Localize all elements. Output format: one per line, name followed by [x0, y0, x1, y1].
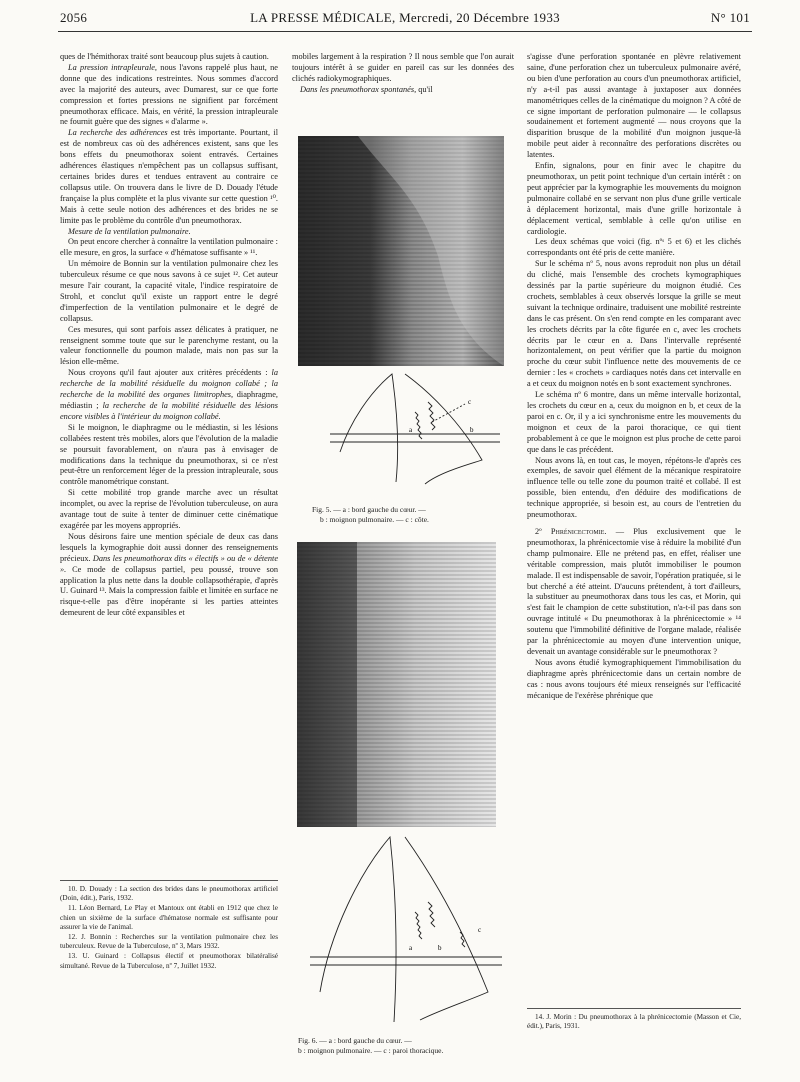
paragraph: Nous avons là, en tout cas, le moyen, répétons-le d'après ces exemples, de savoir quel élément de la mécanique respiratoire influence telle ou telle zone du poumon traité et collabé. Il est possible, bien entendu, d'en déduire des modifications de technique appropriée, si besoin est, au cours de l'entretien du pneumothorax.: [527, 455, 741, 520]
paragraph: mobiles largement à la respiration ? Il nous semble que l'on aurait toujours intérêt à se guider en pareil cas sur les données des clichés radiokymographiques.: [292, 52, 514, 83]
paragraph: Le schéma nº 6 montre, dans un même intervalle horizontal, les crochets du cœur en a, ceux du moignon en b, et ceux de la paroi en c. Or, il y a ici synchronisme entre les mouvements du moignon et ceux de la paroi thoracique, ce qui tient probablement à ce que le moignon est plus proche de cette paroi que dans le cas précédent.: [527, 390, 741, 454]
paragraph-text: Nous désirons faire une mention spéciale de deux cas dans lesquels la kymographie doit aussi donner des renseignements précieux.: [60, 531, 278, 563]
paragraph: [60, 63, 278, 128]
journal-title: LA PRESSE MÉDICALE, Mercredi, 20 Décembre 1933: [250, 10, 560, 25]
column-middle-text: [292, 52, 514, 128]
caption-line: Fig. 5. — a : bord gauche du cœur. —: [312, 505, 426, 514]
issue-number: N° 101: [710, 10, 750, 25]
paragraph-text: est très importante. Pourtant, il est de nombreux cas où des adhérences existent, sans que les bons effets du pneumothorax soient entravés. Certaines adhérences élastiques n'empêchent pas un collapsus suffisant, certaines brides dures et tendues entravent au contraire ce collapsus utile. On trouvera dans le livre de D. Douady l'étude française la plus complète et la plus vivante sur cette question ¹⁰. Mais à cette seule notion des adhérences et des brides ne se limite pas le problème du contrôle d'un pneumothorax.: [60, 128, 278, 225]
header-rule: [58, 31, 752, 32]
footnote-rule: [527, 1008, 741, 1009]
footnote: 10. D. Douady : La section des brides dans le pneumothorax artificiel (Doin, édit.), Paris, 1932.: [60, 885, 278, 903]
paragraph: Les deux schémas que voici (fig. nºˢ 5 et 6) et les clichés correspondants ont été pris de cette manière.: [527, 237, 741, 258]
paragraph-italic: la recherche de la mobilité résiduelle des lésions encore visibles à l'intérieur du moignon collabé.: [60, 401, 278, 421]
paragraph-text: nous l'avons rappelé plus haut, ne donne que des indications restreintes. Nous sommes d'accord avec la majorité des auteurs, avec Dumarest, sur ce que forte compression et fortes pressions ne signifient par forcément pneumothorax efficace. Mais, en vérité, la pression intrapleurale ne fournit guère que des signes « d'alarme ».: [60, 62, 278, 127]
schema-fig6: [310, 832, 502, 1032]
paragraph: Enfin, signalons, pour en finir avec le chapitre du pneumothorax, un petit point technique d'un certain intérêt : on peut apprécier par la kymographie les mouvements du moignon pulmonaire collabé en se servant non plus d'une grille verticale à déplacement horizontal, mais d'une grille horizontale à déplacement vertical, semblable à celle qu'on utilise en cardiologie.: [527, 161, 741, 236]
footnotes-left: [60, 885, 278, 972]
footnote: 11. Léon Bernard, Le Play et Mantoux ont établi en 1912 que chez le chien un sixième de la surface d'hématose normale est suffisante pour assurer la vie de l'animal.: [60, 904, 278, 931]
kymogram-photo-fig5: [298, 136, 504, 366]
caption-line: b : moignon pulmonaire. — c : paroi thoracique.: [298, 1045, 444, 1055]
paragraph-lead: La pression intrapleurale,: [68, 62, 158, 72]
paragraph: s'agisse d'une perforation spontanée en plèvre relativement saine, d'une perforation chez un tuberculeux pulmonaire avéré, ou bien d'une perforation au cours d'un pneumothorax artificiel, n'y a-t-il pas aussi avantage à juxtaposer aux données manométriques celles de la cinématique du moignon ? A côté de ce signe important de perforation pulmonaire — le collapsus soudainement et fortement augmenté — nous croyons que la disparition brusque de la mobilité d'un moignon jusque-là mobile peut aider à reconnaître des perforations discrètes ou latentes.: [527, 52, 741, 160]
section-heading: Mesure de la ventilation pulmonaire.: [68, 226, 191, 236]
paragraph: On peut encore chercher à connaître la ventilation pulmonaire : elle mesure, en gros, la surface « d'hématose suffisante » ¹¹.: [60, 237, 278, 258]
label-b: b: [438, 944, 442, 952]
paragraph: Nous avons étudié kymographiquement l'immobilisation du diaphragme après phrénicectomie dans un certain nombre de cas : nous avons toujours été mieux renseignés sur l'efficacité mécanique de l'exérèse phrénique que: [527, 657, 741, 700]
caption-line: Fig. 6. — a : bord gauche du cœur. —: [298, 1036, 412, 1045]
paragraph-text: — Plus exclusivement que le pneumothorax, la phrénicectomie vise à réduire la mobilité d'un champ pulmonaire. Elle ne prétend pas, en effet, réaliser une véritable compression, mais plutôt immobiliser le poumon malade. Il est indispensable de savoir, l'opération pratiquée, si le but cherché a été atteint. D'aucuns prétendent, à tort d'ailleurs, la substituer au pneumothorax dans tous les cas, et Morin, qui s'est fait le champion de cette substitution, n'a-t-il pas dans son ouvrage intitulé « Du pneumothorax à la phrénicectomie » ¹⁴ soutenu que l'immobilité définitive de l'organe malade, réalisée par la phrénicectomie au moyen d'une intervention unique, devenait un avantage considérable sur le pneumothorax ?: [527, 526, 741, 656]
paragraph: [527, 527, 741, 658]
figure-caption-fig6: [298, 1036, 510, 1055]
paragraph: Un mémoire de Bonnin sur la ventilation pulmonaire chez les tuberculeux résume ce que nous savons à ce sujet ¹². Cet auteur mesure l'air courant, la capacité vitale, l'indice respiratoire de Strohl, et conclut qu'il existe un rapport entre le degré d'imperfection de la ventilation pulmonaire et le degré de collapsus.: [60, 259, 278, 323]
footnote: 12. J. Bonnin : Recherches sur la ventilation pulmonaire chez les tuberculeux. Revue de la Tuberculose, nº 3, Mars 1932.: [60, 933, 278, 951]
paragraph: Si cette mobilité trop grande marche avec un résultat incomplet, ou avec la reprise de l'évolution tuberculeuse, on aura avantage tout de suite à tenter de diminuer cette cinématique exagérée par les moyens appropriés.: [60, 488, 278, 530]
footnote-rule: [60, 880, 278, 881]
footnote: 14. J. Morin : Du pneumothorax à la phrénicectomie (Masson et Cie, édit.), Paris, 1931.: [527, 1013, 741, 1031]
label-a: a: [409, 944, 413, 952]
paragraph: [60, 128, 278, 226]
paragraph: Sur le schéma nº 5, nous avons reproduit non plus un détail du cliché, mais l'ensemble des crochets kymographiques dessinés par la partie supérieure du moignon étudié. Ces crochets, semblables à ceux observés lorsque la grille se meut suivant la technique ordinaire, traduisent une mobilité restreinte dans le cas présent. On s'en rend compte en les comparant avec les crochets décrits par la côte figurée en c, avec les crochets décrits par le cœur en a. Dans l'intervalle représenté horizontalement, on peut vérifier que la partie du moignon proche du cœur subit l'influence nette des mouvements de ce dernier : les « crochets » cardiaques notés dans cet intervalle en a et ceux du moignon notés en b sont exactement synchrones.: [527, 259, 741, 389]
label-c: c: [468, 398, 472, 406]
paragraph: Si le moignon, le diaphragme ou le médiastin, si les lésions collabées restent très mobiles, alors que l'évolution de la maladie se poursuit favorablement, on n'aura pas à envisager de modifications dans la technique du pneumothorax, si ce n'est peut-être un renforcement léger de la pression intrapleurale, sous contrôle manométrique constant.: [60, 422, 278, 487]
kymogram-photo-fig6: [297, 542, 496, 827]
paragraph: [292, 85, 514, 96]
paragraph-text: qu'il: [416, 84, 433, 94]
paragraph-text: diaphragme, médiastin ;: [60, 390, 278, 410]
label-c: c: [478, 926, 482, 934]
paragraph: [60, 532, 278, 619]
paragraph: [60, 227, 278, 238]
paragraph-italic: Dans les pneumothorax dits « électifs » ou de « détente ».: [60, 553, 278, 574]
paragraph: Ces mesures, qui sont parfois assez délicates à pratiquer, ne renseignent somme toute que sur le parenchyme restant, ou la valeur fonctionnelle du poumon malade, mais non pas sur la lésion elle-même.: [60, 324, 278, 367]
paragraph-lead: La recherche des adhérences: [68, 128, 168, 138]
label-b: b: [470, 426, 474, 434]
page-number: 2056: [60, 10, 88, 25]
paragraph: ques de l'hémithorax traité sont beaucoup plus sujets à caution.: [60, 52, 269, 61]
figure-caption-fig5: [312, 505, 512, 524]
schema-fig5: [330, 372, 500, 492]
column-left: [60, 52, 278, 874]
label-a: a: [409, 426, 413, 434]
section-heading: 2º Phrénicectomie.: [535, 526, 607, 536]
caption-line: b : moignon pulmonaire. — c : côte.: [320, 514, 429, 524]
footnotes-right: [527, 1013, 741, 1032]
footnote: 13. U. Guinard : Collapsus électif et pneumothorax bilatéralisé simultané. Revue de la Tuberculose, nº 7, Juillet 1932.: [60, 952, 278, 970]
paragraph-text: Nous croyons qu'il faut ajouter aux critères précédents :: [68, 368, 272, 378]
paragraph-italic: la recherche de la mobilité résiduelle du moignon collabé ; la recherche de la mobilité des organes limitrophes,: [60, 368, 278, 400]
page-header: [60, 8, 750, 30]
column-right: [527, 52, 741, 1002]
paragraph: [60, 368, 278, 423]
paragraph-text: Ce mode de collapsus partiel, peu poussé, trouve son application la plus nette dans la double collapsothérapie, d'après U. Guinard ¹³. Mais la compression faible et limitée en surface ne risque-t-elle pas d'être inopérante si les parties atteintes demeurent de leur côté expansibles et: [60, 564, 278, 618]
paragraph-lead: Dans les pneumothorax spontanés,: [300, 84, 417, 94]
